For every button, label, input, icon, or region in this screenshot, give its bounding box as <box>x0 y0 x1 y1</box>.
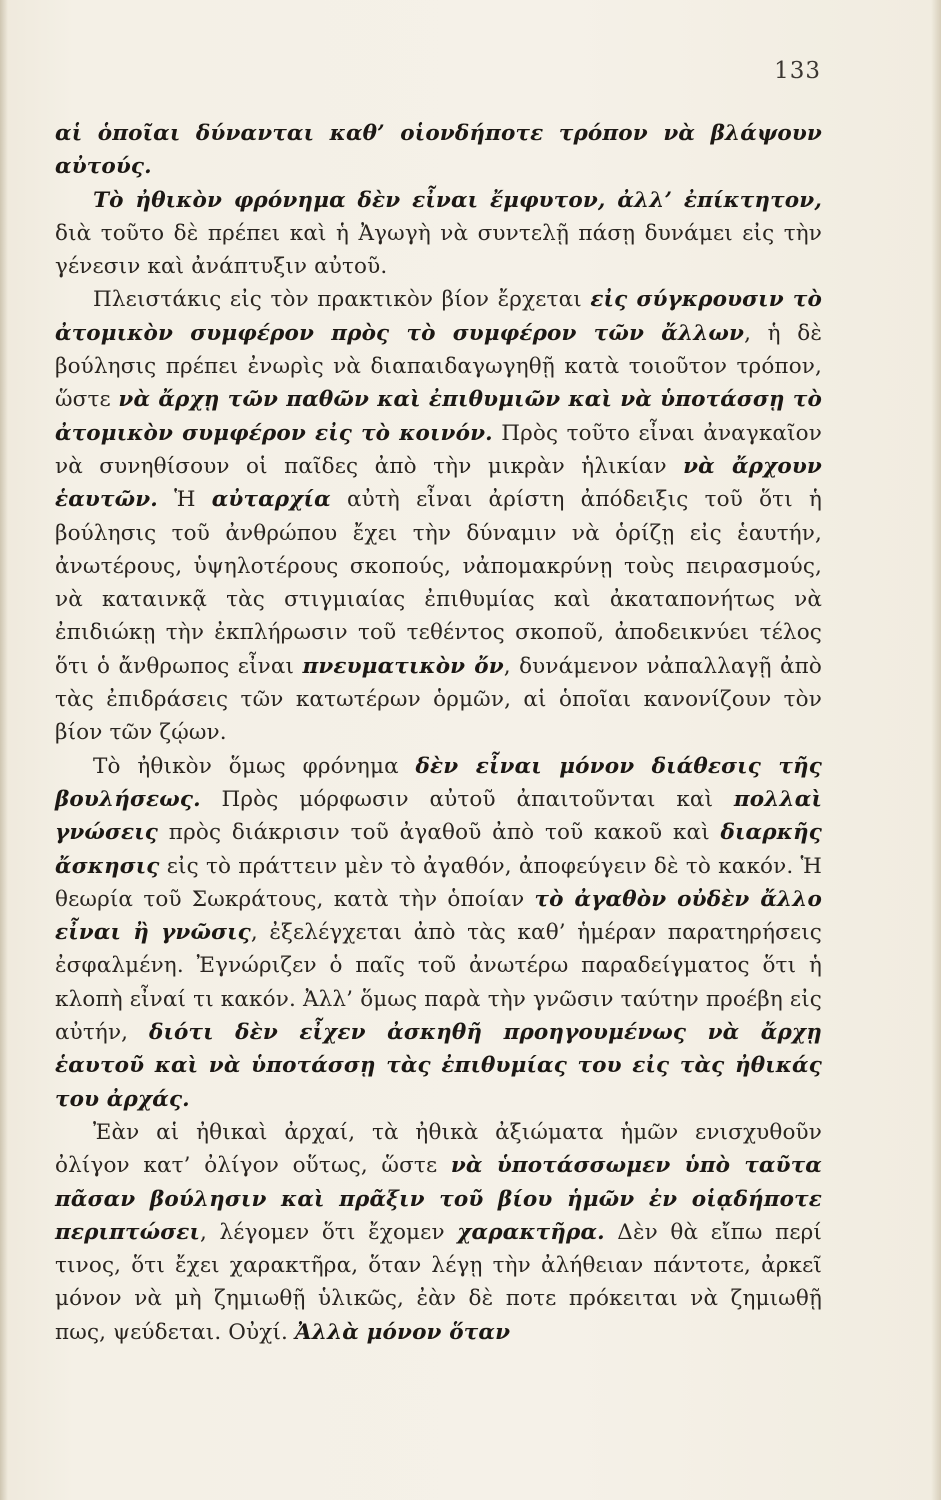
emphasized-text: αὐταρχία <box>211 487 331 513</box>
emphasized-text: διότι δὲν εἶχεν ἀσκηθῆ προηγουμένως νὰ ἄρχῃ ἑαυτοῦ καὶ νὰ ὑποτάσσῃ τὰς ἐπιθυμίας του εἰς τὰς ἠθικάς του ἀρχάς. <box>55 1020 823 1112</box>
emphasized-text: αἱ ὁποῖαι δύνανται καθ’ οἱονδήποτε τρόπον νὰ βλάψουν αὐτούς. <box>55 121 822 180</box>
emphasized-text: νὰ ἄρχουν ἑαυτῶν. <box>55 453 823 513</box>
emphasized-text: εἰς σύγκρουσιν τὸ ἀτομικὸν συμφέρον πρὸς τὸ συμφέρον τῶν ἄλλων <box>55 287 823 346</box>
body-text-run: αὐτὴ εἶναι ἀρίστη ἀπόδειξις τοῦ ὅτι ἡ βούλησις τοῦ ἀνθρώπου ἔχει τὴν δύναμιν νὰ ὁρίζῃ εἰς ἑαυτήν, ἀνωτέρους, ὑψηλοτέρους σκοπούς, νἀπομακρύνῃ τοὺς πειρασμούς, νὰ καταινκᾷ τὰς στιγμιαίας ἐπιθυμίας καὶ ἀκαταπονήτως νὰ ἐπιδιώκῃ τὴν ἐκπλήρωσιν τοῦ τεθέντος σκοποῦ, ἀποδεικνύει τέλος ὅτι ὁ ἄνθρωπος εἶναι <box>55 487 822 679</box>
body-text-run: Τὸ ἠθικὸν ὅμως φρόνημα <box>93 753 416 779</box>
emphasized-text: νὰ ἄρχῃ τῶν παθῶν καὶ ἐπιθυμιῶν καὶ νὰ ὑποτάσσῃ τὸ ἀτομικὸν συμφέρον εἰς τὸ κοινόν. <box>55 387 822 446</box>
body-text-run: Δὲν θὰ εἴπω περί τινος, ὅτι ἔχει χαρακτῆρα, ὅταν λέγῃ τὴν ἀλήθειαν πάντοτε, ἀρκεῖ μόνον νὰ μὴ ζημιωθῇ ὑλικῶς, ἐὰν δὲ ποτε πρόκειται νὰ ζημιωθῇ πως, ψεύδεται. Οὐχί. <box>55 1219 822 1345</box>
page-edge-shadow-right <box>931 0 941 1500</box>
body-text-run: , λέγομεν ὅτι ἔχομεν <box>200 1219 458 1245</box>
emphasized-text: πολλαὶ γνώσεις <box>55 786 822 846</box>
body-text-run: Ἐὰν αἱ ἠθικαὶ ἀρχαί, τὰ ἠθικὰ ἀξιώματα ἡμῶν ενισχυθοῦν ὀλίγον κατ’ ὀλίγον οὕτως, ὥστε <box>55 1119 822 1179</box>
body-text-run: Πλειστάκις εἰς τὸν πρακτικὸν βίον ἔρχεται <box>93 287 591 313</box>
emphasized-text: διαρκῆς ἄσκησις <box>55 820 822 879</box>
body-text-run: , ἐξελέγχεται ἀπὸ τὰς καθ’ ἡμέραν παρατηρήσεις ἐσφαλμένη. Ἐγνώριζεν ὁ παῖς τοῦ ἀνωτέρω παραδείγματος ὅτι ἡ κλοπὴ εἶναί τι κακόν. Ἀλλ’ ὅμως παρὰ τὴν γνῶσιν ταύτην προέβη εἰς αὐτήν, <box>55 920 822 1046</box>
emphasized-text: πνευματικὸν ὄν <box>302 653 504 679</box>
body-text-run: Ἡ <box>157 487 212 513</box>
emphasized-text: Ἀλλὰ μόνον ὅταν <box>295 1319 511 1345</box>
body-text-run: , δυνάμενον νἀπαλλαγῇ ἀπὸ τὰς ἐπιδράσεις τῶν κατωτέρων ὁρμῶν, αἱ ὁποῖαι κανονίζουν τὸν βίον τῶν ζῴων. <box>55 653 822 746</box>
emphasized-text: νὰ ὑποτάσσωμεν ὑπὸ ταῦτα πᾶσαν βούλησιν καὶ πρᾶξιν τοῦ βίου ἡμῶν ἐν οἱᾳδήποτε περιπτώσει <box>55 1153 823 1245</box>
body-text-run: Πρὸς μόρφωσιν αὐτοῦ ἀπαιτοῦνται καὶ <box>200 786 734 812</box>
paragraph <box>55 117 822 184</box>
body-text-run: , ἡ δὲ βούλησις πρέπει ἐνωρὶς νὰ διαπαιδαγωγηθῇ κατὰ τοιοῦτον τρόπον, ὥστε <box>55 320 823 413</box>
paragraph <box>55 750 822 1116</box>
page-number: 133 <box>774 58 821 84</box>
page-edge-shadow-left <box>0 0 8 1500</box>
body-text <box>55 117 822 1349</box>
body-text-run: Πρὸς τοῦτο εἶναι ἀναγκαῖον νὰ συνηθίσουν οἱ παῖδες ἀπὸ τὴν μικρὰν ἡλικίαν <box>55 420 822 479</box>
paragraph <box>55 1116 822 1349</box>
body-text-run: διὰ τοῦτο δὲ πρέπει καὶ ἡ Ἀγωγὴ νὰ συντελῇ πάσῃ δυνάμει εἰς τὴν γένεσιν καὶ ἀνάπτυξιν αὐτοῦ. <box>55 220 822 280</box>
body-text-run: εἰς τὸ πράττειν μὲν τὸ ἀγαθόν, ἀποφεύγειν δὲ τὸ κακόν. Ἡ θεωρία τοῦ Σωκράτους, κατὰ τὴν ὁποίαν <box>55 853 822 912</box>
emphasized-text: Τὸ ἠθικὸν φρόνημα δὲν εἶναι ἔμφυτον, ἀλλ’ ἐπίκτητον, <box>93 187 822 213</box>
paragraph <box>55 283 822 749</box>
paragraph <box>55 184 822 284</box>
body-text-run: πρὸς διάκρισιν τοῦ ἀγαθοῦ ἀπὸ τοῦ κακοῦ καὶ <box>158 820 721 846</box>
emphasized-text: χαρακτῆρα. <box>457 1219 605 1245</box>
emphasized-text: δὲν εἶναι μόνον διάθεσις τῆς βουλήσεως. <box>55 753 822 812</box>
emphasized-text: τὸ ἀγαθὸν οὐδὲν ἄλλο εἶναι ἢ γνῶσις <box>55 886 822 946</box>
